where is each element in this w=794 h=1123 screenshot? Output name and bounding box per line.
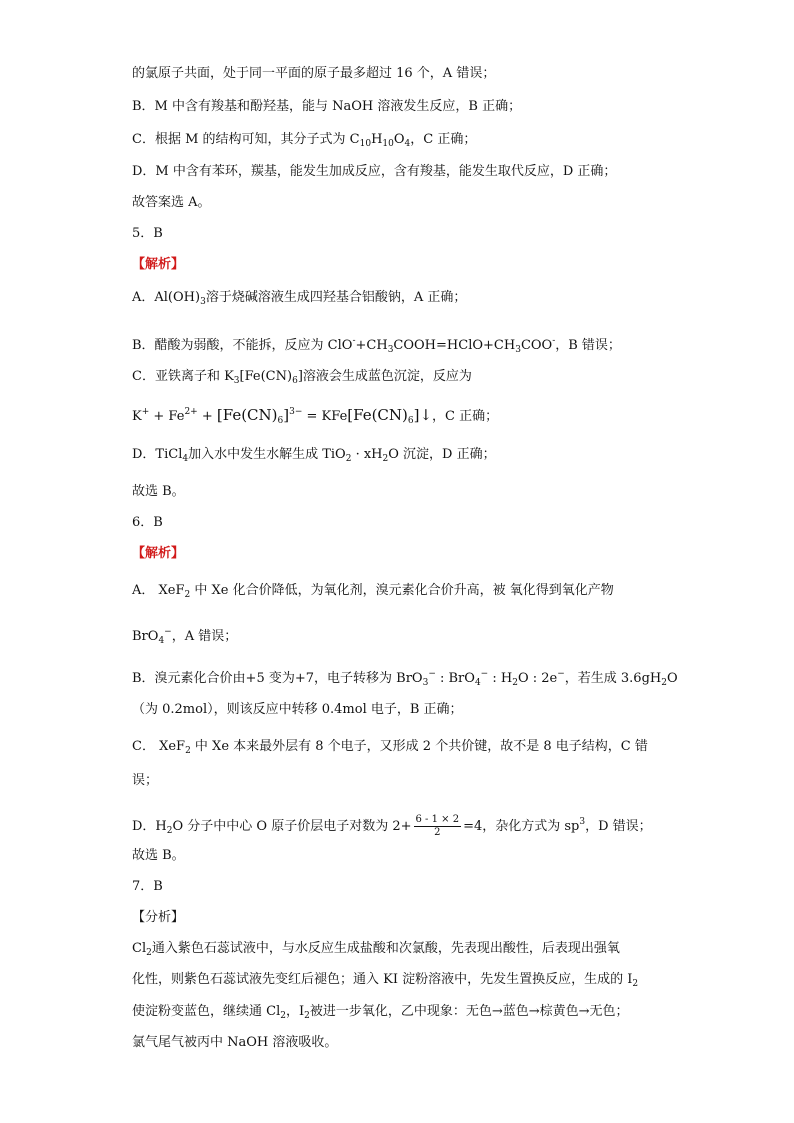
text: A．Al(OH) [132,290,201,305]
text: · xH [351,447,383,462]
text-line [132,64,774,84]
subscript: 10 [382,139,394,149]
text: 通入紫色石蕊试液中，与水反应生成盐酸和次氯酸，先表现出酸性，后表现出强氧 [151,941,620,956]
question-number [132,877,774,897]
text: （为 0.2mol），则该反应中转移 0.4mol 电子，B 正确； [132,702,463,717]
section-tag [132,544,774,564]
text: 被进一步氧化，乙中现象：无色→蓝色→棕黄色→无色； [309,1004,629,1019]
subscript: 3 [200,297,206,307]
text: 误； [132,773,159,788]
subscript: 2 [280,1011,286,1021]
subscript: 2 [632,979,639,989]
bracket: 】 [171,257,185,272]
fraction-denominator: 2 [434,827,441,838]
text: 氯气尾气被丙中 NaOH 溶液吸收。 [132,1035,338,1050]
text-line [132,700,774,720]
text-line [132,1002,774,1026]
subscript: 2 [166,826,173,836]
subscript: 4 [158,636,165,646]
subscript: 4 [474,678,481,688]
superscript: − [480,669,489,679]
text-line [132,737,774,761]
text: : H [488,671,513,686]
text: H [371,132,383,147]
text: COOH=HClO+CH [393,338,516,353]
text-line [132,970,774,994]
text: O : 2e [517,671,558,686]
text: ] [283,406,290,424]
text: ，D 错误； [585,819,652,834]
text: 使淀粉变蓝色，继续通 Cl [132,1004,281,1019]
subscript: 6 [277,416,284,426]
superscript: − [428,669,436,679]
text: C．亚铁离子和 K [132,369,234,384]
text: ，A 错误； [171,629,238,644]
text: ，I [285,1004,305,1019]
text: 加入水中发生水解生成 TiO [188,447,346,462]
subscript: 3 [387,345,394,355]
text: 故选 B。 [132,848,185,863]
subscript: 6 [292,376,298,386]
text: O 沉淀，D 正确； [388,447,496,462]
text-line [132,331,774,360]
bracket: 【 [132,546,146,561]
text: [Fe(CN) [347,406,408,424]
text: 的氯原子共面，处于同一平面的原子最多超过 16 个，A 错误； [132,66,496,81]
text: Cl [132,941,147,956]
tag-label: 解析 [145,546,172,561]
text: A． XeF [132,583,185,598]
text-line [132,162,774,182]
subscript: 10 [359,139,372,149]
text: D．TiCl [132,447,183,462]
superscript: - [352,336,356,346]
text-line [132,1033,774,1053]
text: ]溶液会生成蓝色沉淀，反应为 [297,369,472,384]
text-line [132,939,774,963]
text: +CH [355,338,388,353]
text: COO [520,338,553,353]
text: ，若生成 3.6gH [564,671,662,686]
text: [Fe(CN) [216,406,278,424]
text: ，B 错误； [555,338,621,353]
text-line [132,130,774,154]
question-number [132,513,774,533]
subscript: 4 [182,454,189,464]
text-line [132,771,774,791]
text: ，C 正确； [432,409,499,424]
fraction [414,814,462,839]
superscript: 3 [579,817,586,827]
section-tag [132,908,774,928]
equation-line [132,402,774,431]
superscript: − [164,627,172,637]
text: ，C 正确； [410,132,477,147]
subscript: 2 [382,454,389,464]
tag-label: 【分析】 [132,910,185,925]
text: K [132,409,142,424]
text: C．根据 M 的结构可知，其分子式为 C [132,132,360,147]
subscript: 3 [233,376,240,386]
subscript: 2 [345,454,352,464]
text: 7．B [132,879,163,894]
text: 中 Xe 本来最外层有 8 个电子，又形成 2 个共价键，故不是 8 电子结构，C 错 [190,739,648,754]
text-line [132,581,774,605]
superscript: 2+ [184,407,198,417]
subscript: 2 [184,590,191,600]
bracket: 】 [171,546,185,561]
fraction-numerator: 6 - 1 × 2 [415,814,460,825]
question-number [132,224,774,244]
text-line [132,808,774,845]
superscript: − [557,669,565,679]
text: : BrO [435,671,475,686]
text-line [132,846,774,866]
text: 故选 B。 [132,484,185,499]
subscript: 2 [185,746,191,756]
subscript: 2 [146,948,152,958]
subscript: 3 [422,678,429,688]
text: 6．B [132,515,163,530]
text-line [132,97,774,117]
text-line [132,622,774,651]
subscript: 2 [661,678,667,688]
text: BrO [132,629,159,644]
subscript: 4 [404,139,411,149]
text: ]↓ [413,406,433,424]
text: 中 Xe 化合价降低，为氧化剂，溴元素化合价升高，被 氧化得到氧化产物 [190,583,614,598]
superscript: + [141,407,150,417]
text: 化性，则紫色石蕊试液先变红后褪色；通入 KI 淀粉溶液中，先发生置换反应，生成的 I [132,972,633,987]
subscript: 6 [407,416,414,426]
text: + [197,409,217,424]
text-line [132,193,774,213]
text: O [393,132,405,147]
text-line [132,482,774,502]
text: 溶于烧碱溶液生成四羟基合铝酸钠，A 正确； [205,290,467,305]
text-line [132,288,774,312]
text: + Fe [149,409,185,424]
text: D．M 中含有苯环，羰基，能发生加成反应，含有羧基，能发生取代反应，D 正确； [132,164,617,179]
text: =4，杂化方式为 sp [463,819,580,834]
text: 5．B [132,226,163,241]
section-tag [132,255,774,275]
subscript: 2 [304,1011,310,1021]
text-line [132,445,774,469]
text: B．溴元素化合价由+5 变为+7，电子转移为 BrO [132,671,423,686]
text-line [132,367,774,391]
superscript: 3− [289,407,303,417]
subscript: 2 [512,678,518,688]
text: = KFe [302,409,348,424]
subscript: 3 [515,345,521,355]
text: B．M 中含有羧基和酚羟基，能与 NaOH 溶液发生反应，B 正确； [132,99,522,114]
bracket: 【 [132,257,146,272]
text-line [132,664,774,693]
text: C． XeF [132,739,186,754]
text: O 分子中中心 O 原子价层电子对数为 2+ [172,819,412,834]
text: 故答案选 A。 [132,195,211,210]
text: O [666,671,678,686]
superscript: - [552,336,556,346]
text: [Fe(CN) [239,369,293,384]
tag-label: 解析 [145,257,172,272]
text: D．H [132,819,167,834]
text: B．醋酸为弱酸，不能拆，反应为 ClO [132,338,353,353]
